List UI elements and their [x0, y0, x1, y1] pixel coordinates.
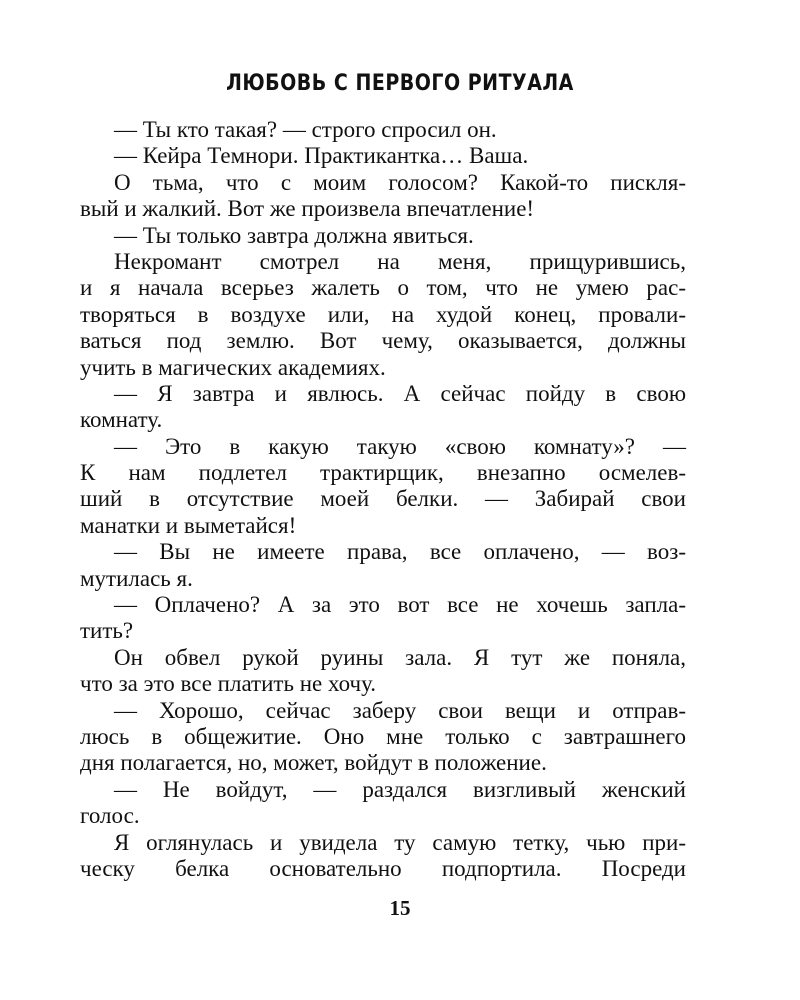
- running-title: ЛЮБОВЬ С ПЕРВОГО РИТУАЛА: [226, 70, 574, 96]
- text-line: — Кейра Темнори. Практикантка… Ваша.: [114, 143, 529, 169]
- text-line: и я начала всерьез жалеть о том, что не умею рас-: [80, 275, 686, 301]
- text-line: вый и жалкий. Вот же произвела впечатление!: [80, 196, 535, 222]
- text-line: — Я завтра и явлюсь. А сейчас пойду в свою: [114, 380, 686, 406]
- text-line: голос.: [80, 803, 140, 829]
- text-line: — Оплачено? А за это вот все не хочешь запла-: [114, 592, 686, 618]
- text-line: Я оглянулась и увидела ту самую тетку, чью при-: [114, 829, 686, 855]
- text-line: что за это все платить не хочу.: [80, 671, 377, 697]
- text-line: — Ты кто такая? — строго спросил он.: [114, 117, 497, 142]
- text-line: люсь в общежитие. Оно мне только с завтрашнего: [80, 723, 686, 749]
- body-text: [80, 117, 686, 882]
- text-line: ший в отсутствие моей белки. — Забирай свои: [80, 486, 686, 512]
- text-line: творяться в воздухе или, на худой конец, провали-: [80, 301, 686, 327]
- text-line: ческу белка основательно подпортила. Посреди: [80, 855, 686, 881]
- text-line: — Не войдут, — раздался визгливый женский: [114, 776, 686, 802]
- text-line: — Вы не имеете права, все оплачено, — воз-: [114, 539, 686, 565]
- page-number: 15: [389, 896, 411, 920]
- text-line: — Хорошо, сейчас заберу свои вещи и отправ-: [114, 697, 686, 723]
- text-line: тить?: [80, 618, 134, 644]
- text-line: манатки и выметайся!: [80, 512, 297, 538]
- text-line: О тьма, что с моим голосом? Какой-то пискля-: [114, 169, 686, 195]
- text-line: — Ты только завтра должна явиться.: [114, 222, 474, 248]
- text-line: дня полагается, но, может, войдут в положение.: [80, 750, 547, 776]
- text-line: учить в магических академиях.: [80, 354, 386, 380]
- text-line: мутилась я.: [80, 565, 193, 591]
- text-line: — Это в какую такую «свою комнату»? —: [114, 433, 686, 459]
- text-line: К нам подлетел трактирщик, внезапно осмелев-: [80, 460, 686, 486]
- text-line: ваться под землю. Вот чему, оказывается, должны: [80, 328, 686, 354]
- text-line: Он обвел рукой руины зала. Я тут же поняла,: [114, 644, 686, 670]
- text-line: Некромант смотрел на меня, прищурившись,: [114, 248, 686, 274]
- text-line: комнату.: [80, 407, 163, 433]
